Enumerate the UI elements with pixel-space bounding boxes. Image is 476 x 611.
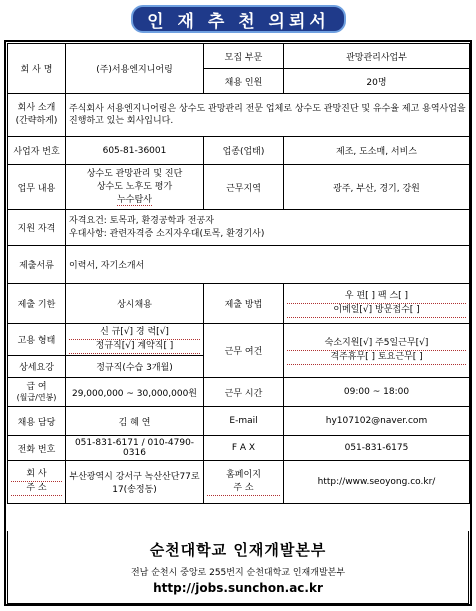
address-value: 부산광역시 강서구 녹산산단77로 17(송정동) — [66, 461, 204, 504]
footer-url[interactable]: http://jobs.sunchon.ac.kr — [153, 581, 323, 595]
work-region-label: 근무지역 — [204, 165, 284, 210]
industry-value: 제조, 도소매, 서비스 — [284, 137, 470, 165]
salary-label: 급 여 (월급/연봉) — [8, 378, 66, 407]
salary-value: 29,000,000 ~ 30,000,000원 — [66, 378, 204, 407]
work-condition-value: 숙소지원[√] 주5일근무[√] 격주휴무[ ] 토요근무[ ] — [284, 324, 470, 378]
email-value: hy107102@naver.com — [284, 407, 470, 436]
work-hours-value: 09:00 ~ 18:00 — [284, 378, 470, 407]
headcount-label: 채용 인원 — [204, 69, 284, 94]
footer — [7, 531, 469, 604]
recruit-field-label: 모집 부문 — [204, 44, 284, 69]
recruit-field-value: 관망관리사업부 — [284, 44, 470, 69]
submit-method-value: 우 편[ ] 팩 스[ ] 이메일[√] 방문접수[ ] — [284, 284, 470, 324]
submit-method-label: 제출 방법 — [204, 284, 284, 324]
phone-label: 전화 번호 — [8, 436, 66, 461]
detail-label: 상세요강 — [8, 356, 66, 378]
deadline-label: 제출 기한 — [8, 284, 66, 324]
qualification-value: 자격요건: 토목과, 환경공학과 전공자 우대사항: 관련자격증 소지자우대(토목, 환경기사) — [66, 210, 470, 246]
contact-person-value: 김 혜 연 — [66, 407, 204, 436]
phone-value: 051-831-6171 / 010-4790-0316 — [66, 436, 204, 461]
homepage-label: 홈페이지 주 소 — [204, 461, 284, 504]
fax-label: F A X — [204, 436, 284, 461]
contact-person-label: 채용 담당 — [8, 407, 66, 436]
detail-value: 정규직(수습 3개월) — [66, 356, 204, 378]
referral-form-table — [7, 43, 470, 504]
employment-type-value: 신 규[√] 경 력[√] 정규직[√] 계약직[ ] — [66, 324, 204, 356]
footer-address: 전남 순천시 중앙로 255번지 순천대학교 인재개발본부 — [130, 568, 346, 578]
work-desc-value: 상수도 관망관리 및 진단 상수도 노후도 평가 누수탐사 — [66, 165, 204, 210]
company-name-value: (주)서용엔지니어링 — [66, 44, 204, 94]
industry-label: 업종(업태) — [204, 137, 284, 165]
qualification-label: 지원 자격 — [8, 210, 66, 246]
page-title: 인 재 추 천 의뢰서 — [131, 5, 346, 33]
work-hours-label: 근무 시간 — [204, 378, 284, 407]
company-name-label: 회 사 명 — [8, 44, 66, 94]
biz-number-label: 사업자 번호 — [8, 137, 66, 165]
documents-label: 제출서류 — [8, 246, 66, 284]
address-label: 회 사 주 소 — [8, 461, 66, 504]
footer-org: 순천대학교 인재개발본부 — [149, 541, 327, 559]
biz-number-value: 605-81-36001 — [66, 137, 204, 165]
work-desc-label: 업무 내용 — [8, 165, 66, 210]
employment-type-label: 고용 형태 — [8, 324, 66, 356]
work-condition-label: 근무 여건 — [204, 324, 284, 378]
company-intro-label: 회사 소개 (간략하게) — [8, 94, 66, 137]
headcount-value: 20명 — [284, 69, 470, 94]
email-label: E-mail — [204, 407, 284, 436]
documents-value: 이력서, 자기소개서 — [66, 246, 470, 284]
company-intro-value: 주식회사 서용엔지니어링은 상수도 관망관리 전문 업체로 상수도 관망진단 및 유수율 제고 용역사업을 진행하고 있는 회사입니다. — [66, 94, 470, 137]
homepage-value: http://www.seoyong.co.kr/ — [284, 461, 470, 504]
work-region-value: 광주, 부산, 경기, 강원 — [284, 165, 470, 210]
fax-value: 051-831-6175 — [284, 436, 470, 461]
deadline-value: 상시채용 — [66, 284, 204, 324]
